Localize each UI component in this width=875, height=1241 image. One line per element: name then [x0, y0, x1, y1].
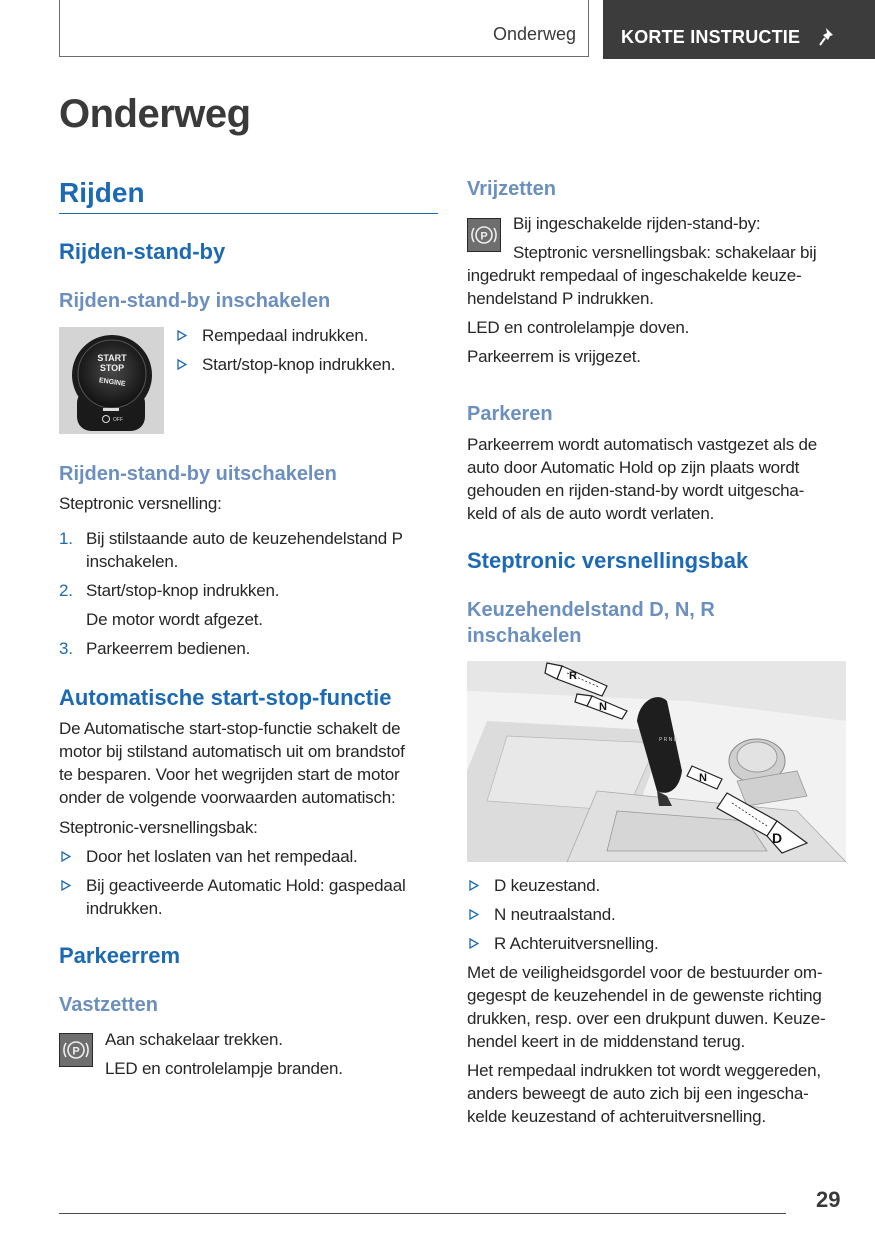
bullet-triangle-icon	[469, 909, 479, 920]
gear-selector-illustration	[467, 661, 846, 862]
list-item: D keuzestand.	[467, 874, 857, 897]
heading-rule	[59, 213, 438, 214]
list-item: R Achteruitversnelling.	[467, 932, 857, 955]
letter-n-1: N	[599, 701, 607, 713]
gordel-text: Met de veiligheidsgordel voor de bestuurder om- gegespt de keuzehendel in de gewenste richting drukken, resp. over een drukpunt duwen. Keuze- hendel keert in de middenstand terug.	[467, 963, 826, 1051]
start-label: START	[97, 353, 127, 363]
step-2-note: De motor wordt afgezet.	[86, 610, 263, 629]
heading-parkeren: Parkeren	[467, 403, 553, 425]
rempedaal-text: Het rempedaal indrukken tot wordt weggereden, anders beweegt de auto zich bij een ingescha- kelde keuzestand of achteruitversnelling.	[467, 1061, 821, 1126]
svg-text:P R N D: P R N D	[659, 737, 678, 743]
svg-text:P: P	[72, 1045, 80, 1058]
heading-keuzehendelstand: Keuzehendelstand D, N, R inschakelen	[467, 599, 715, 647]
header-tab[interactable]	[603, 0, 875, 59]
vrijzetten-text: Steptronic versnellingsbak: schakelaar bij ingedrukt rempedaal of ingeschakelde keuze- hendelstand P indrukken.	[467, 243, 817, 308]
step-1: 1. Bij stilstaande auto de keuzehendelstand P inschakelen.	[59, 529, 403, 571]
vrijzetten-led: LED en controlelampje doven.	[467, 318, 690, 337]
header-section-box	[59, 0, 589, 57]
list-item: Bij geactiveerde Automatic Hold: gaspedaal indrukken.	[59, 874, 444, 920]
letter-d: D	[772, 830, 783, 846]
heading-vastzetten: Vastzetten	[59, 994, 158, 1016]
step-3: 3. Parkeerrem bedienen.	[59, 639, 251, 658]
parking-brake-symbol	[60, 1034, 92, 1066]
svg-text:P: P	[480, 230, 488, 243]
vrijzetten-condition: Bij ingeschakelde rijden-stand-by:	[513, 214, 761, 233]
page-title: Onderweg	[59, 92, 251, 136]
bullet-triangle-icon	[177, 330, 187, 341]
letter-n-2: N	[699, 772, 707, 784]
heading-rijden-stand-by: Rijden-stand-by	[59, 239, 226, 264]
heading-steptronic: Steptronic versnellingsbak	[467, 548, 749, 573]
vastzetten-line-2: LED en controlelampje branden.	[105, 1059, 343, 1078]
bullet-triangle-icon	[61, 880, 71, 891]
stand-by-off-intro: Steptronic versnelling:	[59, 494, 222, 513]
letter-r: R	[569, 670, 577, 682]
stop-label: STOP	[99, 363, 125, 373]
list-item: Door het loslaten van het rempedaal.	[59, 845, 444, 868]
off-label: OFF	[113, 417, 123, 423]
bullet-triangle-icon	[469, 880, 479, 891]
heading-vrijzetten: Vrijzetten	[467, 178, 556, 200]
bullet-triangle-icon	[61, 851, 71, 862]
list-item: Rempedaal indrukken.	[175, 324, 440, 347]
page-number: 29	[816, 1187, 841, 1212]
list-item: N neutraalstand.	[467, 903, 857, 926]
header-section-title: Onderweg	[492, 24, 576, 44]
list-item: Start/stop-knop indrukken.	[175, 353, 440, 376]
parkeren-text: Parkeerrem wordt automatisch vastgezet als de auto door Automatic Hold op zijn plaats wordt gehouden en rijden-stand-by wordt uitgescha- keld of als de auto wordt verlaten.	[467, 435, 818, 523]
heading-rijden: Rijden	[59, 177, 145, 208]
auto-start-stop-sub: Steptronic-versnellingsbak:	[59, 818, 258, 837]
vrijzetten-released: Parkeerrem is vrijgezet.	[467, 347, 641, 366]
start-stop-button-illustration	[59, 327, 164, 434]
header-tab-label: KORTE INSTRUCTIE	[621, 27, 801, 47]
parking-brake-icon	[59, 1033, 93, 1067]
heading-auto-start-stop: Automatische start-stop-functie	[59, 685, 392, 710]
engine-label: ENGINE	[98, 377, 126, 388]
start-stop-button-image	[59, 327, 164, 434]
gear-selector-drawing	[467, 661, 846, 862]
heading-stand-by-off: Rijden-stand-by uitschakelen	[59, 463, 337, 485]
bullet-triangle-icon	[177, 359, 187, 370]
vastzetten-line-1: Aan schakelaar trekken.	[105, 1030, 283, 1049]
auto-start-stop-text: De Automatische start-stop-functie schakelt de motor bij stilstand automatisch uit om brandstof te besparen. Voor het wegrijden start de motor onder de volgende voorwaarden automatisch:	[59, 719, 405, 807]
footer-rule	[59, 1213, 786, 1214]
bullet-triangle-icon	[469, 938, 479, 949]
step-2: 2. Start/stop-knop indrukken.	[59, 581, 280, 600]
heading-parkeerrem: Parkeerrem	[59, 943, 181, 968]
pin-icon	[817, 26, 839, 48]
heading-stand-by-on: Rijden-stand-by inschakelen	[59, 290, 331, 312]
